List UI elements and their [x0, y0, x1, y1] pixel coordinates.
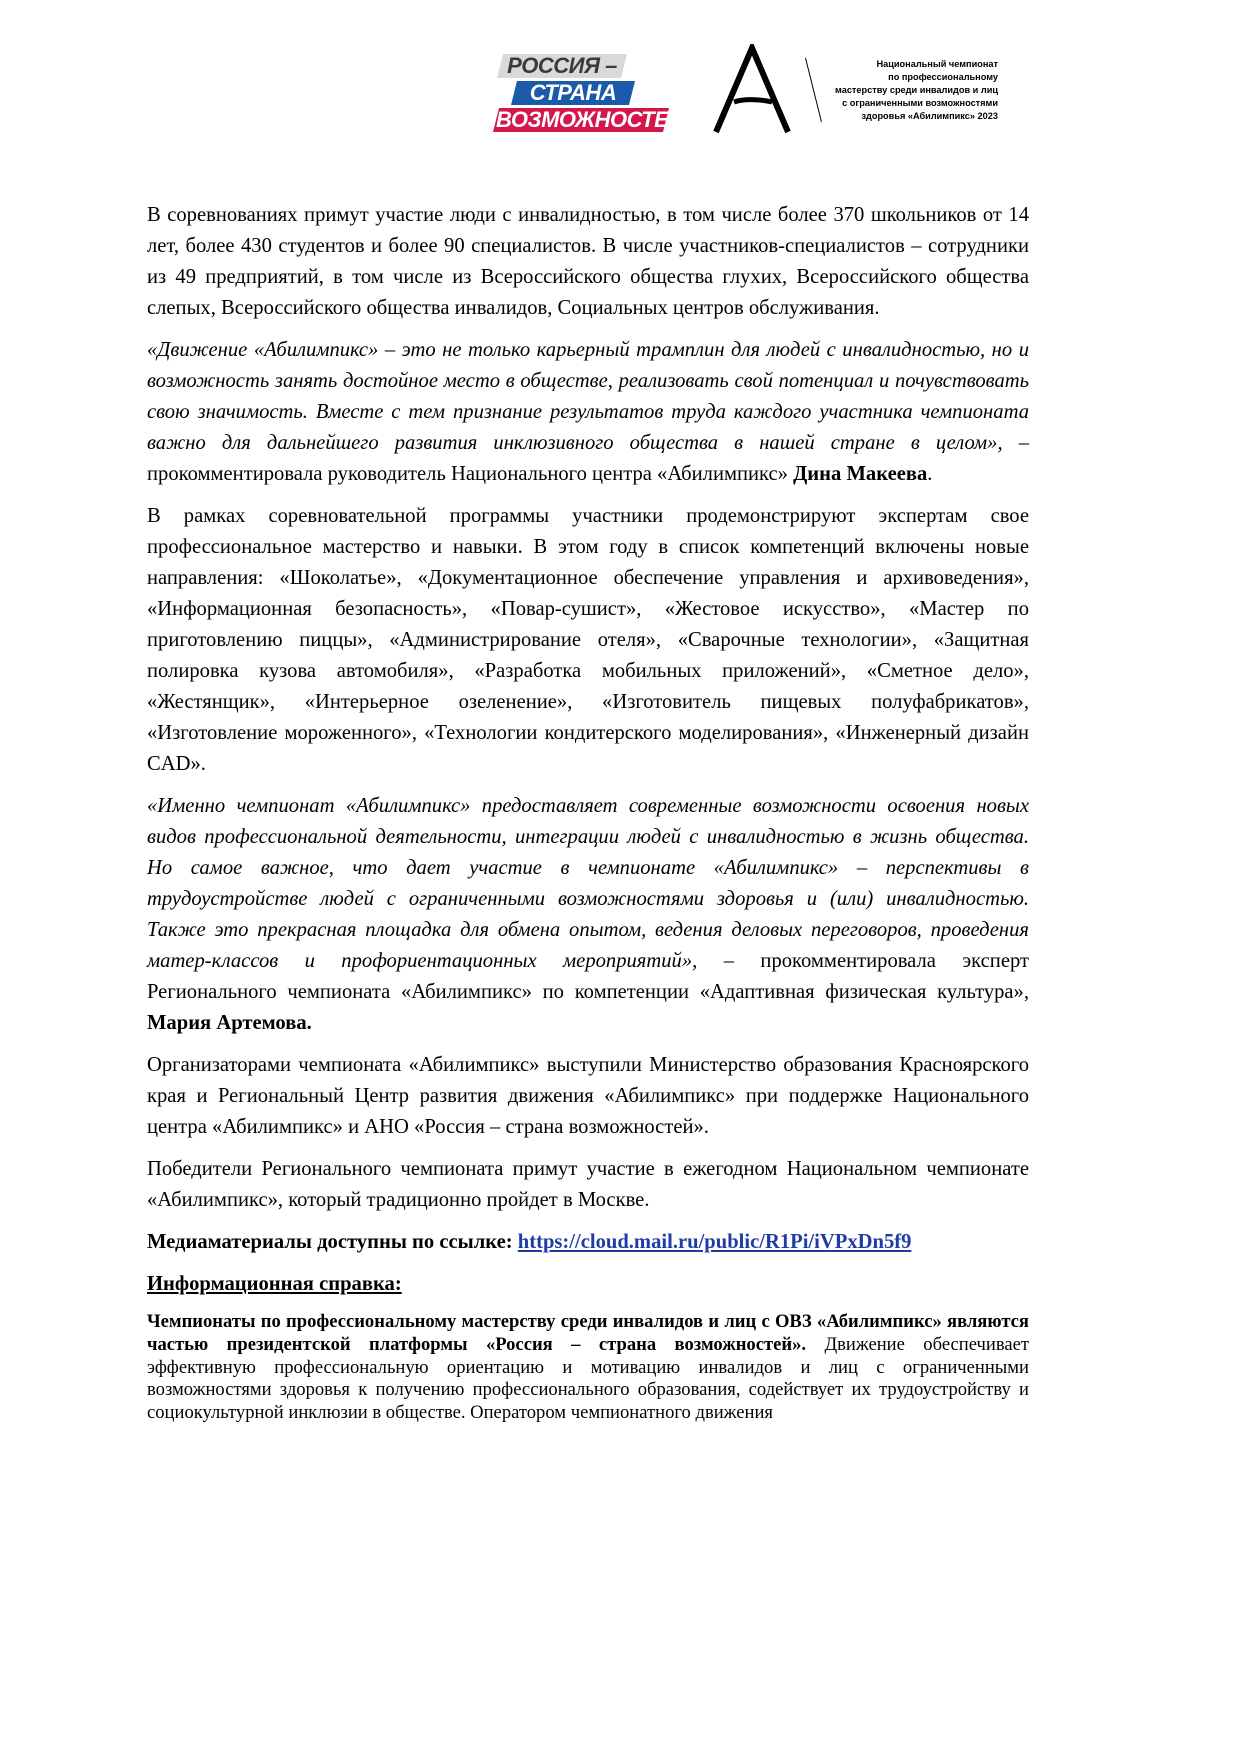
info-heading: Информационная справка:	[147, 1273, 402, 1295]
speaker-name: Дина Макеева	[793, 463, 928, 485]
logo-line-1: РОССИЯ –	[507, 53, 617, 78]
quote-text: «Движение «Абилимпикс» – это не только карьерный трамплин для людей с инвалидностью, но и возможность занять достойное место в обществе, реализовать свой потенциал и почувствовать свою значимость. Вместе с тем признание результатов труда каждого участника чемпионата важно для дальнейшего развития инклюзивного общества в нашей стране в целом»,	[147, 339, 1029, 454]
page-header	[0, 0, 1240, 170]
russia-land-of-opportunity-logo	[496, 53, 684, 132]
paragraph-participants: В соревнованиях примут участие люди с инвалидностью, в том числе более 370 школьников от 14 лет, более 430 студентов и более 90 специалистов. В числе участников-специалистов – сотрудники из 49 предприятий, в том числе из Всероссийского общества глухих, Всероссийского общества слепых, Всероссийского общества инвалидов, Социальных центров обслуживания.	[147, 204, 1029, 319]
document-body	[147, 200, 1029, 1436]
logo-line-3: ВОЗМОЖНОСТЕЙ	[496, 107, 684, 132]
quote-text: «Именно чемпионат «Абилимпикс» предоставляет современные возможности освоения новых видов профессиональной деятельности, интеграции людей с инвалидностью в жизнь общества. Но самое важное, что дает участие в чемпионате «Абилимпикс» – перспективы в трудоустройстве людей с ограниченными возможностями здоровья и (или) инвалидностью. Также это прекрасная площадка для обмена опытом, ведения деловых переговоров, проведения матер-классов и профориентационных мероприятий»,	[147, 795, 1029, 972]
paragraph-winners: Победители Регионального чемпионата примут участие в ежегодном Национальном чемпионате «Абилимпикс», который традиционно пройдет в Москве.	[147, 1158, 1029, 1211]
logo-line-2: СТРАНА	[529, 80, 617, 105]
speaker-name: Мария Артемова.	[147, 1012, 312, 1034]
paragraph-makeeva-quote: «Движение «Абилимпикс» – это не только карьерный трамплин для людей с инвалидностью, но и возможность занять достойное место в обществе, реализовать свой потенциал и почувствовать свою значимость. Вместе с тем признание результатов труда каждого участника чемпионата важно для дальнейшего развития инклюзивного общества в нашей стране в целом», – прокомментировала руководитель Национального центра «Абилимпикс» Дина Макеева.	[147, 339, 1029, 485]
media-link[interactable]: https://cloud.mail.ru/public/R1Pi/iVPxDn5f9	[517, 1231, 912, 1253]
paragraph-organizers: Организаторами чемпионата «Абилимпикс» выступили Министерство образования Красноярского края и Региональный Центр развития движения «Абилимпикс» при поддержке Национального центра «Абилимпикс» и АНО «Россия – страна возможностей».	[147, 1054, 1029, 1138]
championship-title: Национальный чемпионат по профессиональному мастерству среди инвалидов и лиц с ограниченными возможностями здоровья «Абилимпикс» 2023	[835, 59, 998, 121]
paragraph-artemova-quote: «Именно чемпионат «Абилимпикс» предоставляет современные возможности освоения новых видов профессиональной деятельности, интеграции людей с инвалидностью в жизнь общества. Но самое важное, что дает участие в чемпионате «Абилимпикс» – перспективы в трудоустройстве людей с ограниченными возможностями здоровья и (или) инвалидностью. Также это прекрасная площадка для обмена опытом, ведения деловых переговоров, проведения матер-классов и профориентационных мероприятий», – прокомментировала эксперт Регионального чемпионата «Абилимпикс» по компетенции «Адаптивная физическая культура», Мария Артемова.	[147, 795, 1029, 1034]
media-label: Медиаматериалы доступны по ссылке:	[147, 1231, 518, 1253]
abilympics-a-logo-icon	[712, 44, 792, 136]
paragraph-competencies: В рамках соревновательной программы участники продемонстрируют экспертам свое профессиональное мастерство и навыки. В этом году в список компетенций включены новые направления: «Шоколатье», «Документационное обеспечение управления и архивоведения», «Информационная безопасность», «Повар-сушист», «Жестовое искусство», «Мастер по приготовлению пиццы», «Администрирование отеля», «Сварочные технологии», «Защитная полировка кузова автомобиля», «Разработка мобильных приложений», «Сметное дело», «Жестянщик», «Интерьерное озеленение», «Изготовитель пищевых полуфабрикатов», «Изготовление мороженного», «Технологии кондитерского моделирования», «Инженерный дизайн CAD».	[147, 505, 1029, 775]
paragraph-info: Чемпионаты по профессиональному мастерству среди инвалидов и лиц с ОВЗ «Абилимпикс» являются частью президентской платформы «Россия – страна возможностей». Движение обеспечивает эффективную профессиональную ориентацию и мотивацию инвалидов и лиц с ограниченными возможностями здоровья к получению профессионального образования, содействует их трудоустройству и социокультурной инклюзии в обществе. Оператором чемпионатного движения	[147, 1311, 1029, 1424]
media-line	[147, 1227, 1029, 1258]
